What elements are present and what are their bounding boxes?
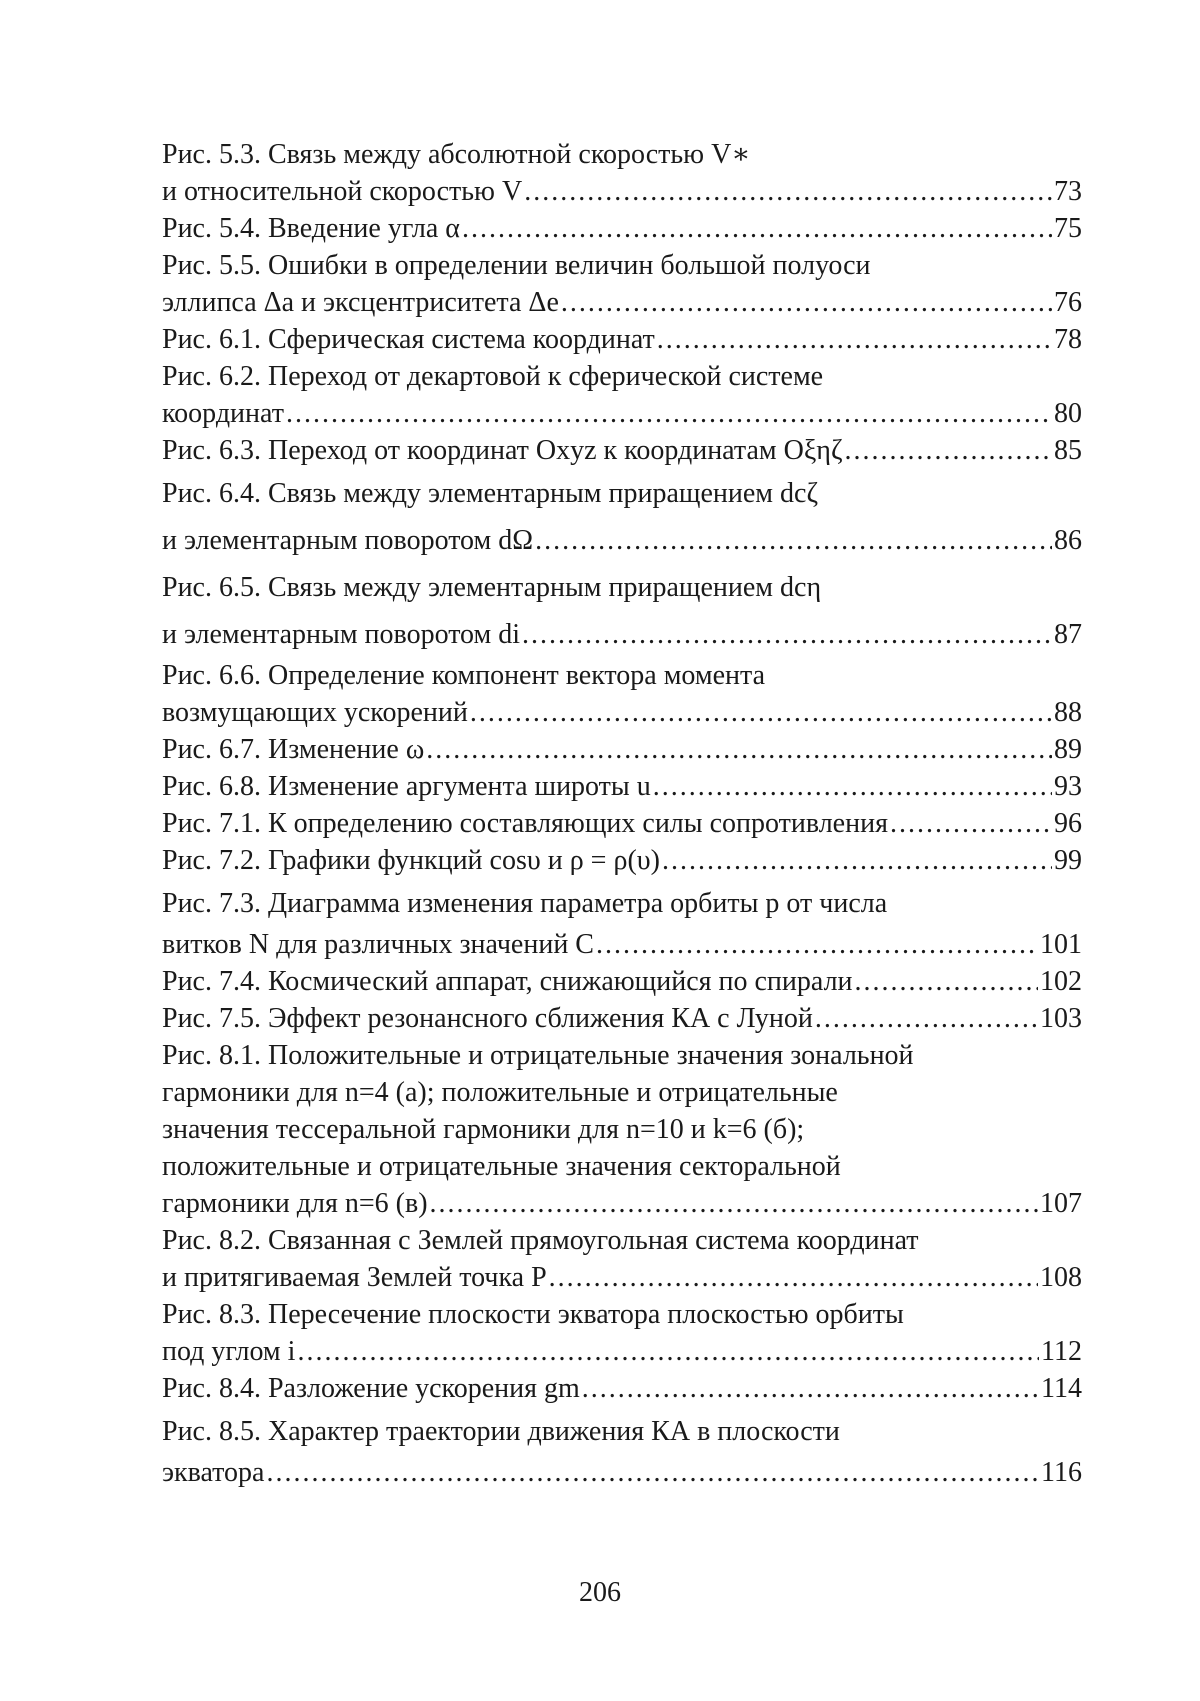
leader-dots xyxy=(582,1370,1039,1407)
toc-entry xyxy=(162,358,1082,432)
toc-entry xyxy=(162,879,1082,963)
page-ref: 88 xyxy=(1054,697,1082,728)
toc-entry xyxy=(162,768,1082,805)
toc-entry xyxy=(162,469,1082,563)
page-ref: 80 xyxy=(1054,398,1082,429)
leader-dots xyxy=(890,805,1052,842)
page-ref: 86 xyxy=(1054,525,1082,556)
page-ref: 85 xyxy=(1054,435,1082,466)
entry-line: Рис. 8.4. Разложение ускорения gm xyxy=(162,1373,580,1404)
page-ref: 101 xyxy=(1040,929,1082,960)
leader-dots xyxy=(657,321,1052,358)
leader-dots xyxy=(549,1259,1038,1296)
toc-entry xyxy=(162,1407,1082,1491)
entry-line: Рис. 6.8. Изменение аргумента широты u xyxy=(162,771,651,802)
toc-entry xyxy=(162,1222,1082,1296)
entry-line: Рис. 7.2. Графики функций cosυ и ρ = ρ(υ) xyxy=(162,845,660,876)
toc-entry xyxy=(162,842,1082,879)
entry-line: Рис. 5.3. Связь между абсолютной скоростью V∗ xyxy=(162,139,751,170)
toc-entry xyxy=(162,963,1082,1000)
entry-line: и элементарным поворотом dΩ xyxy=(162,525,534,556)
entry-line: Рис. 5.5. Ошибки в определении величин большой полуоси xyxy=(162,250,871,281)
entry-line: Рис. 8.2. Связанная с Землей прямоугольная система координат xyxy=(162,1225,919,1256)
entry-line: координат xyxy=(162,398,284,429)
page-ref: 116 xyxy=(1041,1457,1082,1488)
page-ref: 75 xyxy=(1054,213,1082,244)
entry-line: гармоники для n=6 (в) xyxy=(162,1188,428,1219)
toc-entry xyxy=(162,1370,1082,1407)
toc-entry xyxy=(162,247,1082,321)
entry-line: Рис. 7.5. Эффект резонансного сближения КА с Луной xyxy=(162,1003,813,1034)
toc-entry xyxy=(162,321,1082,358)
entry-line: Рис. 6.5. Связь между элементарным приращением dcη xyxy=(162,572,822,603)
leader-dots xyxy=(845,432,1052,469)
page-ref: 108 xyxy=(1040,1262,1082,1293)
page-ref: 73 xyxy=(1054,176,1082,207)
entry-line: экватора xyxy=(162,1457,265,1488)
toc-entry xyxy=(162,563,1082,657)
page-ref: 87 xyxy=(1054,619,1082,650)
leader-dots xyxy=(462,210,1052,247)
entry-line: Рис. 7.3. Диаграмма изменения параметра орбиты p от числа xyxy=(162,888,888,919)
leader-dots xyxy=(426,731,1052,768)
list-of-figures xyxy=(162,136,1082,1491)
leader-dots xyxy=(815,1000,1038,1037)
leader-dots xyxy=(266,1454,1039,1491)
leader-dots xyxy=(286,395,1052,432)
leader-dots xyxy=(430,1185,1038,1222)
page-number: 206 xyxy=(579,1577,621,1608)
toc-entry xyxy=(162,1037,1082,1222)
leader-dots xyxy=(470,694,1052,731)
entry-line: Рис. 8.5. Характер траектории движения КА в плоскости xyxy=(162,1416,840,1447)
toc-entry xyxy=(162,731,1082,768)
leader-dots xyxy=(855,963,1038,1000)
leader-dots xyxy=(662,842,1052,879)
entry-line: витков N для различных значений C xyxy=(162,929,594,960)
entry-line: Рис. 6.2. Переход от декартовой к сферической системе xyxy=(162,361,824,392)
entry-line: и элементарным поворотом di xyxy=(162,619,521,650)
leader-dots xyxy=(522,616,1052,653)
leader-dots xyxy=(596,926,1038,963)
entry-line: Рис. 6.1. Сферическая система координат xyxy=(162,324,655,355)
toc-entry xyxy=(162,657,1082,731)
entry-line: Рис. 6.3. Переход от координат Oxyz к координатам Oξηζ xyxy=(162,435,843,466)
entry-line: Рис. 5.4. Введение угла α xyxy=(162,213,460,244)
leader-dots xyxy=(561,284,1052,321)
entry-line: и притягиваемая Землей точка P xyxy=(162,1262,547,1293)
entry-line: Рис. 7.4. Космический аппарат, снижающийся по спирали xyxy=(162,966,853,997)
entry-line: возмущающих ускорений xyxy=(162,697,468,728)
entry-line: и относительной скоростью V xyxy=(162,176,523,207)
page-ref: 102 xyxy=(1040,966,1082,997)
page-ref: 78 xyxy=(1054,324,1082,355)
leader-dots xyxy=(535,522,1052,559)
entry-line: Рис. 8.3. Пересечение плоскости экватора плоскостью орбиты xyxy=(162,1299,904,1330)
entry-line: значения тессеральной гармоники для n=10 и k=6 (б); xyxy=(162,1114,805,1145)
page-ref: 112 xyxy=(1041,1336,1082,1367)
page-ref: 93 xyxy=(1054,771,1082,802)
page-ref: 107 xyxy=(1040,1188,1082,1219)
toc-entry xyxy=(162,1000,1082,1037)
entry-line: положительные и отрицательные значения секторальной xyxy=(162,1151,841,1182)
leader-dots xyxy=(653,768,1052,805)
page-ref: 99 xyxy=(1054,845,1082,876)
leader-dots xyxy=(297,1333,1039,1370)
entry-line: Рис. 6.4. Связь между элементарным приращением dcζ xyxy=(162,478,819,509)
toc-entry xyxy=(162,432,1082,469)
entry-line: под углом i xyxy=(162,1336,296,1367)
entry-line: гармоники для n=4 (а); положительные и отрицательные xyxy=(162,1077,838,1108)
toc-entry xyxy=(162,1296,1082,1370)
leader-dots xyxy=(524,173,1052,210)
toc-entry xyxy=(162,136,1082,210)
entry-line: Рис. 8.1. Положительные и отрицательные значения зональной xyxy=(162,1040,914,1071)
entry-line: Рис. 7.1. К определению составляющих силы сопротивления xyxy=(162,808,888,839)
page-ref: 103 xyxy=(1040,1003,1082,1034)
page-ref: 96 xyxy=(1054,808,1082,839)
page-ref: 114 xyxy=(1041,1373,1082,1404)
entry-line: эллипса Δa и эксцентриситета Δe xyxy=(162,287,559,318)
toc-entry xyxy=(162,210,1082,247)
page-ref: 89 xyxy=(1054,734,1082,765)
entry-line: Рис. 6.6. Определение компонент вектора момента xyxy=(162,660,766,691)
toc-entry xyxy=(162,805,1082,842)
entry-line: Рис. 6.7. Изменение ω xyxy=(162,734,425,765)
page-ref: 76 xyxy=(1054,287,1082,318)
